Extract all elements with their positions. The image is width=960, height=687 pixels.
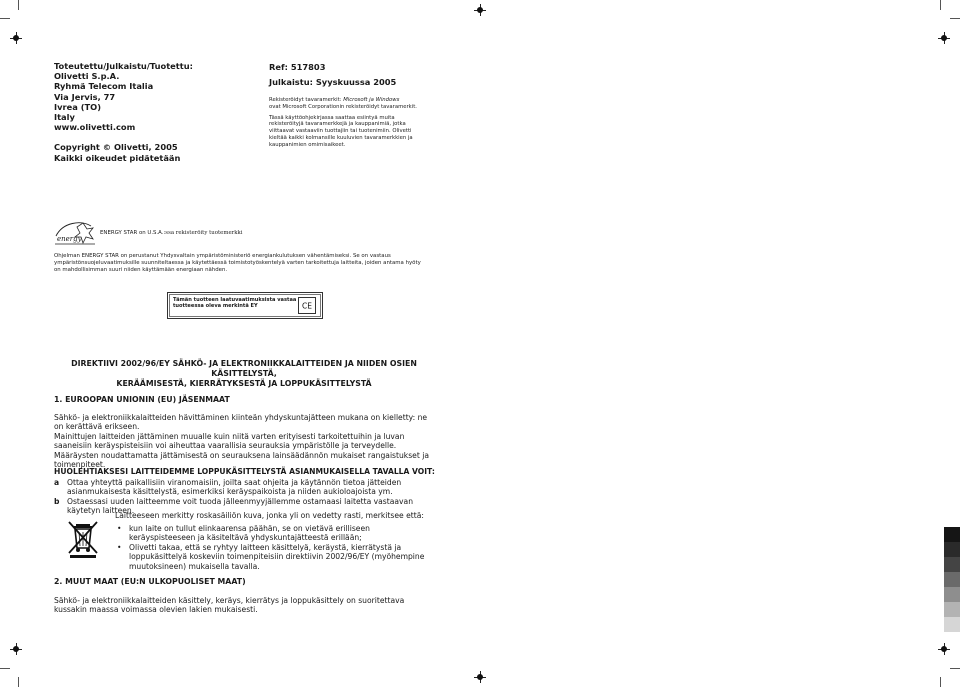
- trademark-line: [269, 97, 417, 111]
- colophon-line: Italy: [54, 112, 75, 123]
- registration-mark-top-center: [474, 4, 486, 16]
- energy-star-paragraph: Ohjelman ENERGY STAR on perustanut Yhdysvaltain ympäristöministeriö energiankulutuksen vähentämiseksi. Se on vastaus ympäristönsuojeluvaatimuksille suunniteltaessa ja käytettäessä toimistotyöskentelyä varten tarkoitettuja laitteita, joiden antama hyöty on mahdollisimman suuri niiden käyttämään energiaan nähden.: [54, 253, 421, 273]
- ce-notice-text: Tämän tuotteen laatuvaatimuksista vastaa tuotteessa oleva merkintä EY: [173, 297, 297, 310]
- section2-title: 2. MUUT MAAT (EU:N ULKOPUOLISET MAAT): [54, 577, 246, 586]
- colophon-line: Olivetti S.p.A.: [54, 71, 120, 82]
- section1-paragraph: Sähkö- ja elektroniikkalaitteiden hävittäminen kiinteän yhdyskuntajätteen mukana on kielletty: ne on kerättävä erikseen.: [54, 413, 428, 432]
- crop-mark-bl-h: [0, 668, 10, 669]
- trademark-names: Microsoft ja Windows: [343, 97, 400, 103]
- color-swatch: [944, 527, 960, 542]
- weee-intro: Laitteeseen merkitty roskasäiliön kuva, jonka yli on vedetty rasti, merkitsee että:: [115, 511, 424, 520]
- bullet-glyph: •: [117, 524, 122, 533]
- crossed-out-wheelie-bin-icon: [66, 519, 100, 559]
- crop-mark-br-h: [950, 668, 960, 669]
- trademark-label: Rekisteröidyt tavaramerkit:: [269, 97, 342, 103]
- color-swatch: [944, 542, 960, 557]
- directive-title-line1: DIREKTIIVI 2002/96/EY SÄHKÖ- JA ELEKTRONIIKKALAITTEIDEN JA NIIDEN OSIEN KÄSITTELYSTÄ,: [71, 359, 417, 378]
- crop-mark-tr-h: [950, 18, 960, 19]
- registration-mark-top-right: [938, 32, 950, 44]
- energy-logo-text: energy: [57, 235, 82, 243]
- crop-mark-bl-v: [18, 677, 19, 687]
- color-swatch: [944, 557, 960, 572]
- disposal-title: HUOLEHTIAKSESI LAITTEIDEMME LOPPUKÄSITTELYSTÄ ASIANMUKAISELLA TAVALLA VOIT:: [54, 467, 435, 476]
- trademark-disclaimer: Tässä käyttöohjekirjassa saattaa esiintyä muita rekisteröityjä tavaramerkkejä ja kauppanimiä, jotka viittaavat vastaaviin tuottajiin tai tuotenimiin. Olivetti kieltää kaikki kolmansille kuuluvien tavaramerkkien ja kauppanimien omimisaikeet.: [269, 114, 413, 148]
- color-swatch: [944, 587, 960, 602]
- color-swatch: [944, 572, 960, 587]
- ref-number: Ref: 517803: [269, 62, 326, 72]
- directive-title: [54, 359, 434, 389]
- section2-paragraph: Sähkö- ja elektroniikkalaitteiden käsittely, keräys, kierrätys ja loppukäsittely on suoritettava kussakin maassa voimassa olevien lakien mukaisesti.: [54, 596, 405, 615]
- crop-mark-tl-v: [18, 0, 19, 10]
- color-swatch: [944, 617, 960, 632]
- energy-star-label: [100, 230, 243, 236]
- directive-title-line2: KERÄÄMISESTÄ, KIERRÄTYKSESTÄ JA LOPPUKÄSITTELYSTÄ: [116, 379, 372, 388]
- colophon-website: www.olivetti.com: [54, 122, 136, 133]
- registration-mark-bottom-left: [10, 643, 22, 655]
- section1-body: [54, 413, 434, 469]
- section1-title: 1. EUROOPAN UNIONIN (EU) JÄSENMAAT: [54, 395, 230, 404]
- colophon: [54, 61, 193, 163]
- trademark-notes: [269, 97, 417, 153]
- crop-mark-tr-v: [940, 0, 941, 10]
- option-letter: b: [54, 497, 60, 506]
- list-item: [117, 543, 437, 571]
- colophon-line: Via Jervis, 77: [54, 91, 116, 102]
- list-item-text: kun laite on tullut elinkaarensa päähän, se on vietävä erilliseen keräyspisteeseen ja käsiteltävä yhdyskuntajätteestä erillään;: [129, 524, 370, 543]
- option-letter: a: [54, 478, 60, 487]
- colophon-line: Toteutettu/Julkaistu/Tuotettu:: [54, 61, 193, 71]
- copyright: Copyright © Olivetti, 2005: [54, 142, 178, 153]
- section1-paragraph: Määräysten noudattamatta jättämisestä on seurauksena lainsäädännön mukaiset rangaistukset ja toimenpiteet.: [54, 450, 429, 470]
- rights-reserved: Kaikki oikeudet pidätetään: [54, 152, 181, 163]
- reference-block: [269, 62, 419, 88]
- registration-mark-top-left: [10, 32, 22, 44]
- section1-paragraph: Mainittujen laitteiden jättäminen muualle kuin niitä varten erityisesti tarkoitettuihin ja luvan saaneisiin keräyspisteisiin voi aiheuttaa vaarallisia seurauksia ympäristölle ja terveydelle.: [54, 431, 405, 451]
- energy-star-label-text: ENERGY STAR on U.S.A.: [100, 230, 164, 236]
- bullet-glyph: •: [117, 542, 122, 552]
- registration-mark-bottom-right: [938, 643, 950, 655]
- colophon-line: Ryhmä Telecom Italia: [54, 81, 154, 92]
- publish-date: Julkaistu: Syyskuussa 2005: [269, 77, 397, 87]
- color-swatch: [944, 602, 960, 617]
- list-item-text: Olivetti takaa, että se ryhtyy laitteen käsittelyä, keräystä, kierrätystä ja loppukäsittelyä koskeviin toimenpiteisiin direktiivin 2002/96/EY (myöhempine muutoksineen) mukaisella tavalla.: [129, 542, 425, 571]
- option-text: Ostaessasi uuden laitteemme voit tuoda jälleenmyyjällemme ostamaasi laitetta vastaavan käytetyn laitteen.: [67, 497, 414, 516]
- colophon-line: Ivrea (TO): [54, 101, 101, 112]
- list-item: [117, 524, 437, 543]
- energy-star-logo: [53, 220, 97, 246]
- crop-mark-br-v: [940, 677, 941, 687]
- weee-bullet-list: [117, 524, 437, 571]
- section2-body: [54, 596, 434, 615]
- crop-mark-tl-h: [0, 18, 10, 19]
- option-text: Ottaa yhteyttä paikallisiin viranomaisiin, joilta saat ohjeita ja käytännön tietoa jätteiden asianmukaisesta käsittelystä, esimerkiksi keräyspaikoista ja niiden aukioloajoista ym.: [67, 478, 402, 497]
- ce-mark-icon: [298, 297, 316, 314]
- trademark-rest: ovat Microsoft Corporationin rekisteröidyt tavaramerkit.: [269, 103, 417, 110]
- registration-mark-bottom-center: [474, 671, 486, 683]
- energy-star-label-serif: :ssa rekisteröity tuotemerkki: [163, 230, 243, 236]
- disposal-option-a: [54, 478, 434, 497]
- ce-mark-text: CE: [302, 301, 312, 311]
